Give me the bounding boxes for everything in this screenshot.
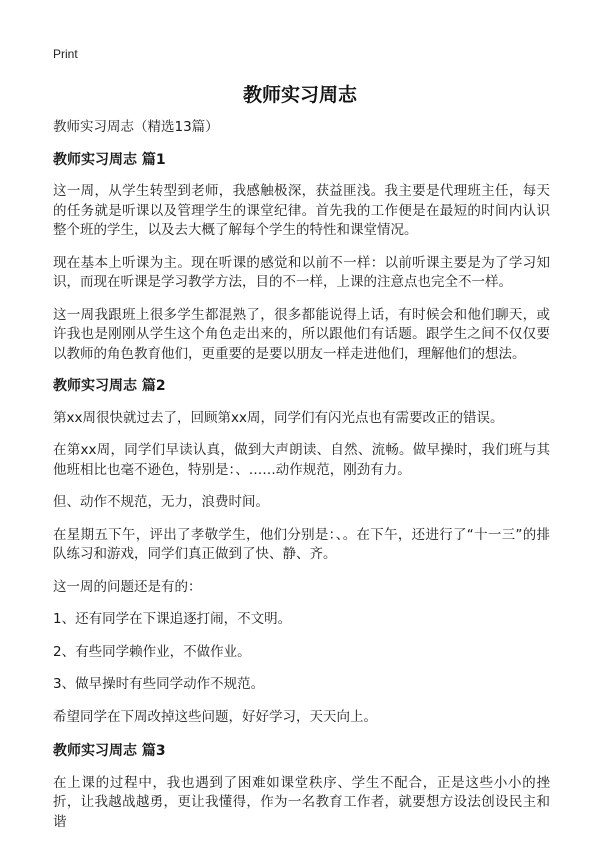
list-item: 2、有些同学赖作业，不做作业。 [53,643,251,660]
paragraph: 现在基本上听课为主。现在听课的感觉和以前不一样：以前听课主要是为了学习知识，而现在听课是学习教学方法，目的不一样，上课的注意点也完全不一样。 [53,254,550,290]
paragraph: 在上课的过程中，我也遇到了困难如课堂秩序、学生不配合，正是这些小小的挫折，让我越战越勇，更让我懂得，作为一名教育工作者，就要想方设法创设民主和谐 [53,774,550,830]
paragraph: 希望同学在下周改掉这些问题，好好学习，天天向上。 [53,708,377,725]
print-label: Print [53,47,78,61]
document-body [53,118,550,845]
section-heading: 教师实习周志 篇3 [53,743,166,759]
paragraph: 这一周，从学生转型到老师，我感触极深，获益匪浅。我主要是代理班主任，每天的任务就是听课以及管理学生的课堂纪律。首先我的工作便是在最短的时间内认识整个班的学生，以及去大概了解每个学生的特性和课堂情况。 [53,183,550,238]
document-subtitle: 教师实习周志（精选13篇） [53,119,219,135]
paragraph: 在星期五下午，评出了孝敬学生，他们分别是：、。在下午，还进行了“十一三”的排队练习和游戏，同学们真正做到了快、静、齐。 [53,526,550,562]
page-title: 教师实习周志 [242,84,357,106]
paragraph: 但、动作不规范，无力，浪费时间。 [53,494,269,510]
section-heading: 教师实习周志 篇1 [53,151,166,168]
section-heading: 教师实习周志 篇2 [53,378,166,394]
paragraph: 第xx周很快就过去了，回顾第xx周，同学们有闪光点也有需要改正的错误。 [53,409,504,426]
paragraph: 这一周的问题还是有的： [53,578,202,595]
paragraph: 这一周我跟班上很多学生都混熟了，很多都能说得上话，有时候会和他们聊天，或许我也是刚刚从学生这个角色走出来的，所以跟他们有话题。跟学生之间不仅仅要以教师的角色教育他们，更重要的是要以朋友一样走进他们，理解他们的想法。 [53,306,550,362]
list-item: 1、还有同学在下课追逐打闹，不文明。 [53,611,292,627]
paragraph: 在第xx周，同学们早读认真，做到大声朗读、自然、流畅。做早操时，我们班与其他班相比也毫不逊色，特别是：、……动作规范，刚劲有力。 [53,442,550,478]
list-item: 3、做早操时有些同学动作不规范。 [53,676,265,692]
